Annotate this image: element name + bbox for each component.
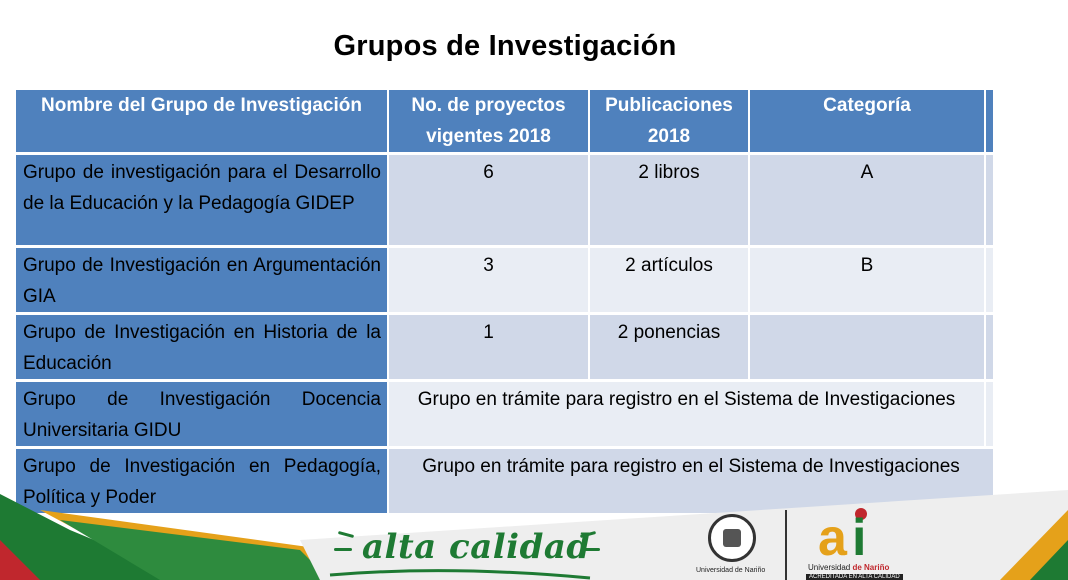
ai-caption-brand: de Nariño: [852, 563, 890, 572]
spacer-cell: [985, 314, 994, 381]
category-cell: [749, 314, 985, 381]
category-cell: B: [749, 247, 985, 314]
header-projects: No. de proyectos vigentes 2018: [388, 90, 589, 154]
table-row: [16, 314, 994, 381]
projects-cell: 6: [388, 154, 589, 247]
header-spacer: [985, 90, 994, 154]
header-publications: Publicaciones 2018: [589, 90, 749, 154]
page-title: Grupos de Investigación: [333, 30, 677, 62]
group-name-cell: Grupo de Investigación en Historia de la Educación: [16, 314, 388, 381]
header-group-name: Nombre del Grupo de Investigación: [16, 90, 388, 154]
header-category: Categoría: [749, 90, 985, 154]
group-name-cell: Grupo de Investigación en Pedagogía, Política y Poder: [16, 448, 388, 515]
spacer-cell: [985, 247, 994, 314]
publications-cell: 2 ponencias: [589, 314, 749, 381]
status-cell: Grupo en trámite para registro en el Sistema de Investigaciones: [388, 448, 994, 515]
category-cell: A: [749, 154, 985, 247]
table-row: [16, 247, 994, 314]
group-name-cell: Grupo de Investigación en Argumentación GIA: [16, 247, 388, 314]
publications-cell: 2 artículos: [589, 247, 749, 314]
accreditation-tag: ACREDITADA EN ALTA CALIDAD: [806, 574, 903, 580]
projects-cell: 3: [388, 247, 589, 314]
projects-cell: 1: [388, 314, 589, 381]
university-seal-icon: [708, 514, 756, 562]
table-row: [16, 154, 994, 247]
table-header-row: [16, 90, 994, 154]
ai-caption: [808, 563, 889, 572]
status-cell: Grupo en trámite para registro en el Sistema de Investigaciones: [388, 381, 985, 448]
table-row: [16, 381, 994, 448]
publications-cell: 2 libros: [589, 154, 749, 247]
university-caption: Universidad de Nariño: [696, 567, 766, 574]
group-name-cell: Grupo de Investigación Docencia Universitaria GIDU: [16, 381, 388, 448]
ai-caption-prefix: Universidad: [808, 563, 853, 572]
ai-logo-i: i: [852, 509, 867, 567]
spacer-cell: [985, 381, 994, 448]
group-name-cell: Grupo de investigación para el Desarrollo de la Educación y la Pedagogía GIDEP: [16, 154, 388, 247]
slogan-dash-left-2: [334, 548, 352, 551]
slogan-logo: alta calidad: [362, 527, 591, 567]
spacer-cell: [985, 154, 994, 247]
ai-logo-a: a: [818, 509, 847, 567]
research-groups-table: [16, 90, 995, 516]
logo-divider: [785, 510, 787, 580]
